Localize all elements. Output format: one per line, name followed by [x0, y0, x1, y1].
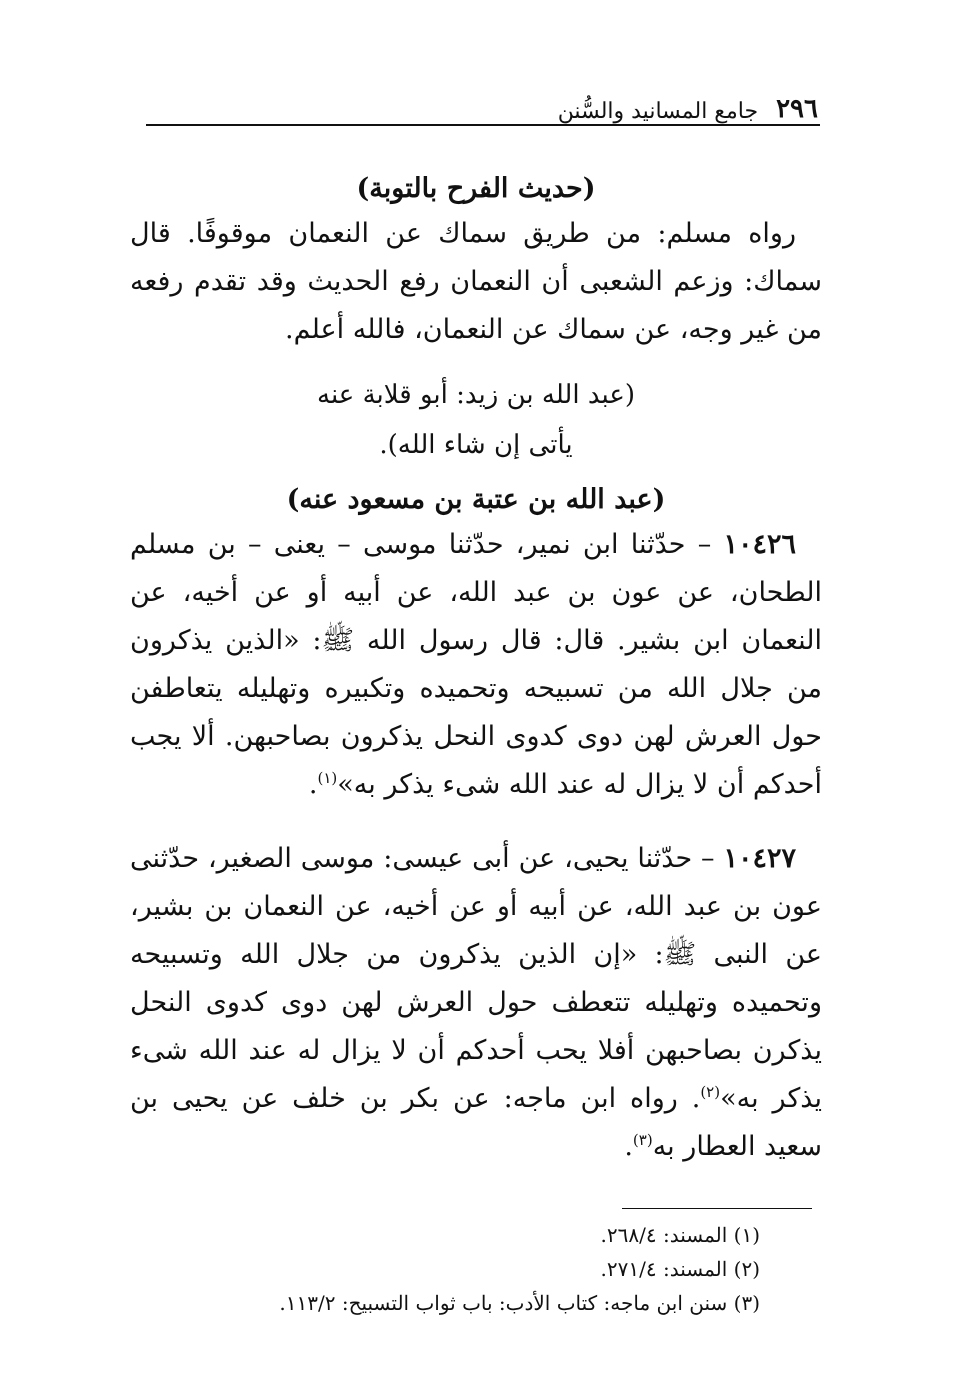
page-body — [130, 165, 822, 1171]
section-heading-utba: (عبد الله بن عتبة بن مسعود عنه) — [286, 484, 666, 515]
footnote-marker: (١) — [317, 769, 338, 787]
footnote-item: (٣) سنن ابن ماجه: كتاب الأدب: باب ثواب التسبيح: ١١٣/٢. — [279, 1291, 760, 1315]
hadith-number: ١٠٤٢٧ — [723, 843, 796, 874]
spacer — [130, 809, 822, 835]
hadith-text-continued: . رواه ابن ماجه: عن بكر بن خلف عن يحيى بن سعيد العطار به — [130, 1083, 822, 1162]
hadith-text: – حدّثنا يحيى، عن أبى عيسى: موسى الصغير، حدّثنى عون بن عبد الله، عن أبيه أو عن أخيه، عن النعمان بن بشير، عن النبى ﷺ: «إن الذين يذكرون من جلال الله وتسبيحه وتحميده وتهليله تتعطف حول العرش لهن دوى كدوى النحل يذكرن بصاحبهن أفلا يحب أحدكم أن لا يزال له عند الله شىء يذكر به» — [130, 843, 822, 1114]
section-paragraph-muslim: رواه مسلم: من طريق سماك عن النعمان موقوفًا. قال سماك: وزعم الشعبى أن النعمان رفع الحديث وقد تقدم رفعه من غير وجه، عن سماك عن النعمان، فالله أعلم. — [130, 218, 822, 345]
footnotes — [180, 1218, 760, 1320]
hadith-entry — [130, 835, 822, 1171]
footnote-item: (١) المسند: ٢٦٨/٤. — [600, 1223, 760, 1247]
footnote-marker: (٢) — [700, 1083, 721, 1101]
page-header — [148, 84, 818, 124]
cross-reference-line-2: يأتى إن شاء الله). — [379, 430, 573, 460]
page-number: ٢٩٦ — [776, 94, 818, 124]
book-title: جامع المسانيد والسُّنن — [557, 99, 759, 124]
hadith-entry — [130, 521, 822, 809]
hadith-number: ١٠٤٢٦ — [723, 529, 796, 560]
footnote-marker: (٣) — [632, 1131, 653, 1149]
cross-reference-note — [130, 370, 822, 470]
footnote-item: (٢) المسند: ٢٧١/٤. — [600, 1257, 760, 1281]
hadith-text: – حدّثنا ابن نمير، حدّثنا موسى – يعنى – بن مسلم الطحان، عن عون بن عبد الله، عن أبيه أو عن أخيه، عن النعمان ابن بشير. قال: قال رسول الله ﷺ: «الذين يذكرون من جلال الله من تسبيحه وتحميده وتكبيره وتهليله يتعاطفن حول العرش لهن دوى كدوى النحل يذكرون بصاحبهن. ألا يجب أحدكم أن لا يزال له عند الله شىء يذكر به» — [130, 529, 822, 800]
cross-reference-line-1: (عبد الله بن زيد: أبو قلابة عنه — [317, 380, 635, 410]
header-divider — [146, 124, 820, 126]
footnote-divider — [622, 1208, 812, 1209]
hadith-end: . — [624, 1131, 633, 1162]
hadith-end: . — [308, 769, 318, 800]
section-heading-tawba: (حديث الفرح بالتوبة) — [356, 173, 596, 204]
